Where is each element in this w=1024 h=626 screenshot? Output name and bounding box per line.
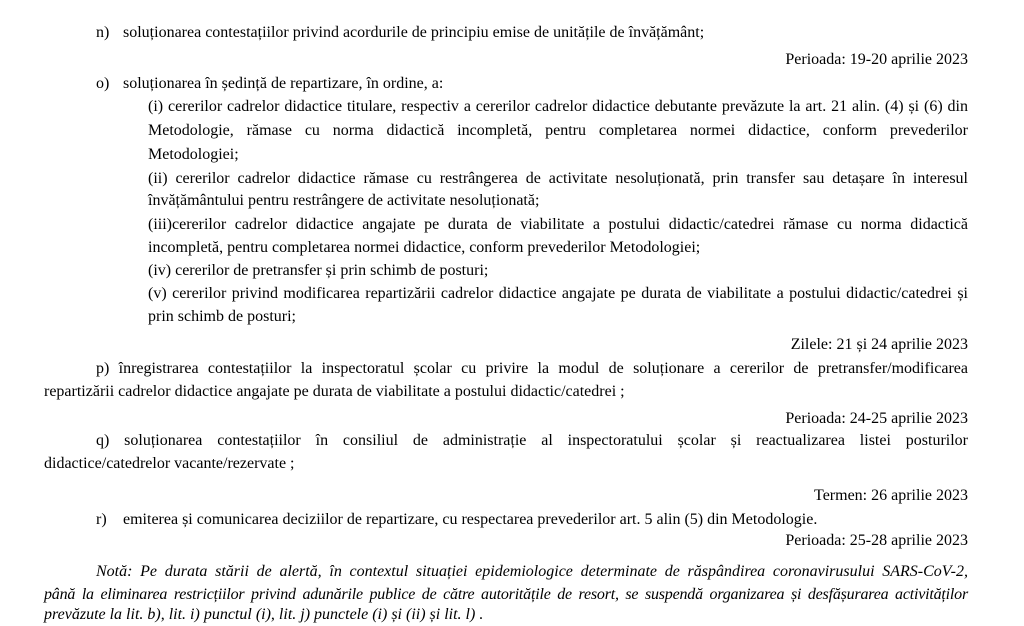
item-o-text: soluționarea în ședință de repartizare, în ordine, a: (123, 75, 444, 92)
subitem-i-line3: Metodologiei; (148, 146, 239, 163)
item-o-period: Zilele: 21 și 24 aprilie 2023 (790, 336, 968, 353)
subitem-ii-line2: învățământului pentru restrângere de activitate nesoluționată; (148, 192, 540, 209)
item-n-period: Perioada: 19-20 aprilie 2023 (785, 51, 968, 68)
note-line2: până la eliminarea restricțiilor privind adunările publice de către autoritățile de resort, se suspendă organizarea și desfășurarea activităților (44, 586, 968, 603)
subitem-iii-line1: (iii)cererilor cadrelor didactice angajate pe durata de viabilitate a postului didactic/catedrei rămase cu norma didactică (148, 216, 968, 233)
subitem-iv-line1: (iv) cererilor de pretransfer și prin schimb de posturi; (148, 262, 489, 279)
item-o-label: o) (96, 75, 110, 92)
subitem-iii-line2: incompletă, pentru completarea normei didactice, conform prevederilor Metodologiei; (148, 239, 701, 256)
item-r-period: Perioada: 25-28 aprilie 2023 (785, 532, 968, 549)
subitem-i-line2: Metodologie, rămase cu norma didactică incompletă, pentru completarea normei didactice, conform prevederilor (148, 122, 968, 139)
item-n-text: soluționarea contestațiilor privind acordurile de principiu emise de unitățile de învățământ; (123, 24, 705, 41)
item-r-text: emiterea și comunicarea deciziilor de repartizare, cu respectarea prevederilor art. 5 alin (5) din Metodologie. (123, 511, 818, 528)
item-p-period: Perioada: 24-25 aprilie 2023 (785, 410, 968, 427)
item-q-line2: didactice/catedrelor vacante/rezervate ; (44, 455, 295, 472)
subitem-i-line1: (i) cererilor cadrelor didactice titulare, respectiv a cererilor cadrelor didactice debutante prevăzute la art. 21 alin. (4) și (6) din (148, 98, 968, 115)
item-q-period: Termen: 26 aprilie 2023 (814, 487, 968, 504)
item-r-label: r) (96, 511, 107, 528)
note-line1: Notă: Pe durata stării de alertă, în contextul situației epidemiologice determinate de răspândirea coronavirusului SARS-CoV-2, (96, 563, 968, 580)
item-p-line2: repartizării cadrelor didactice angajate pe durata de viabilitate a postului didactic/catedrei ; (44, 383, 625, 400)
item-n-label: n) (96, 24, 110, 41)
subitem-v-line2: prin schimb de posturi; (148, 308, 296, 325)
item-p-line1: p) înregistrarea contestațiilor la inspectoratul școlar cu privire la modul de soluționare a cererilor de pretransfer/modificarea (96, 360, 968, 377)
subitem-ii-line1: (ii) cererilor cadrelor didactice rămase cu restrângerea de activitate nesoluționată, prin transfer sau detașare în interesul (148, 170, 968, 187)
note-line3: prevăzute la lit. b), lit. i) punctul (i), lit. j) punctele (i) și (ii) și lit. l) . (44, 606, 484, 623)
item-q-line1: q) soluționarea contestațiilor în consiliul de administrație al inspectoratului școlar și reactualizarea listei posturilor (96, 432, 968, 449)
subitem-v-line1: (v) cererilor privind modificarea repartizării cadrelor didactice angajate pe durata de viabilitate a postului didactic/catedrei și (148, 285, 968, 302)
